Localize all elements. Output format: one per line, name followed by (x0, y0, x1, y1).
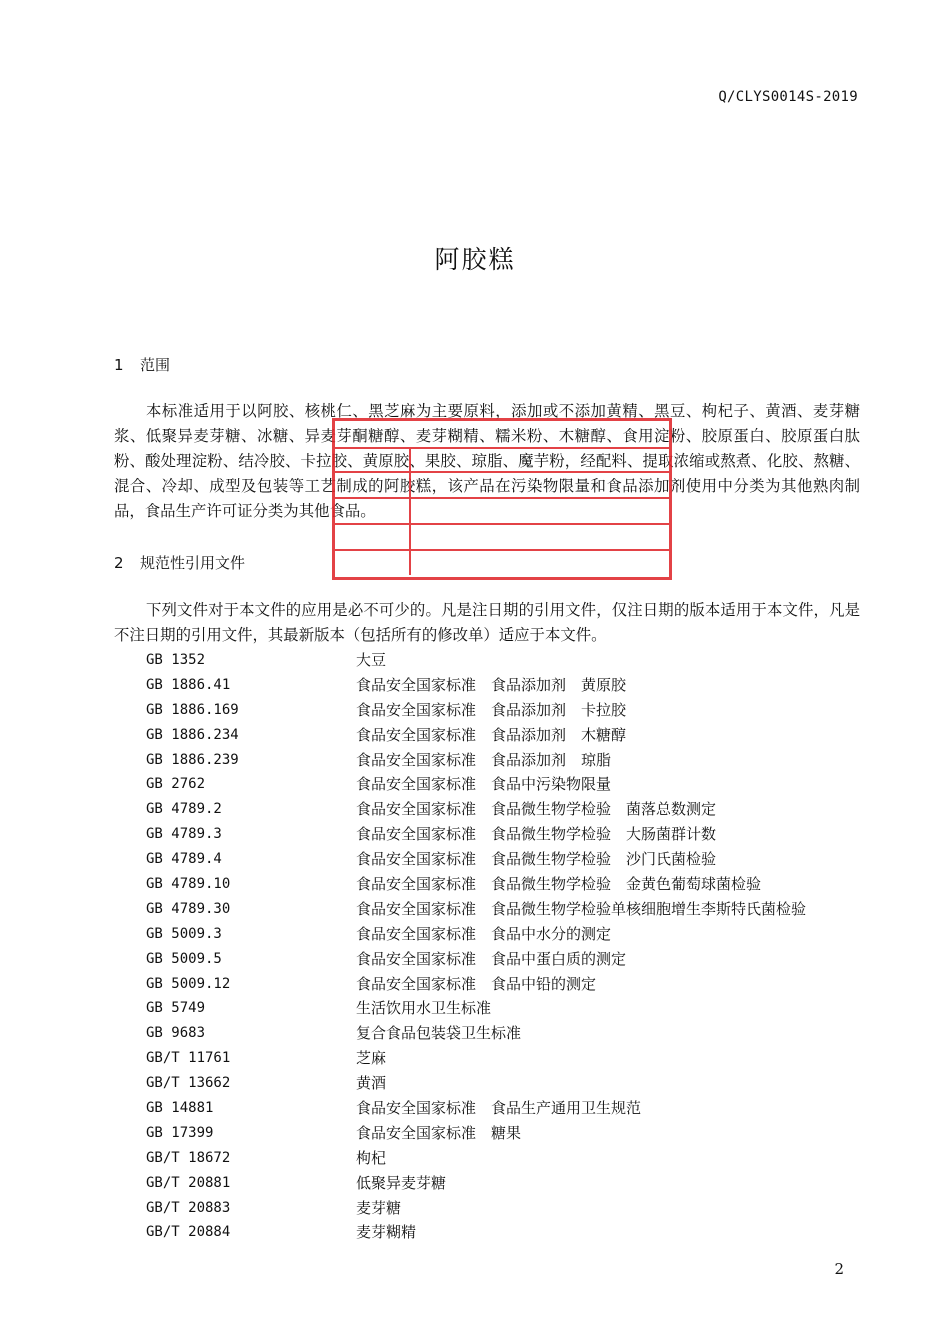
reference-row (146, 922, 866, 947)
reference-title: 食品安全国家标准 食品中铅的测定 (356, 974, 597, 993)
reference-code: GB 4789.2 (146, 801, 222, 818)
reference-code: GB/T 20884 (146, 1224, 231, 1241)
reference-title: 食品安全国家标准 食品微生物学检验 大肠菌群计数 (356, 825, 717, 844)
reference-title: 食品安全国家标准 食品微生物学检验单核细胞增生李斯特氏菌检验 (356, 899, 807, 918)
reference-code: GB 5009.3 (146, 925, 222, 942)
reference-code: GB 1886.41 (146, 676, 231, 693)
reference-row (146, 847, 866, 872)
reference-title: 食品安全国家标准 食品中水分的测定 (356, 924, 612, 943)
reference-title: 低聚异麦芽糖 (356, 1173, 447, 1192)
reference-title: 大豆 (356, 651, 387, 669)
reference-code: GB 5749 (146, 1000, 206, 1017)
reference-row (146, 996, 866, 1021)
reference-row (146, 1046, 866, 1071)
reference-code: GB/T 20883 (146, 1199, 231, 1216)
stamp-row-validity (335, 525, 669, 551)
reference-title: 生活饮用水卫生标准 (356, 999, 492, 1018)
reference-row (146, 748, 866, 773)
reference-title: 麦芽糖 (356, 1198, 402, 1217)
reference-row (146, 723, 866, 748)
reference-code: GB 5009.5 (146, 950, 222, 967)
reference-row (146, 1196, 866, 1221)
reference-row (146, 872, 866, 897)
reference-code: GB 2762 (146, 776, 206, 793)
reference-code: GB 1886.234 (146, 726, 239, 743)
reference-code: GB 1886.169 (146, 701, 239, 718)
reference-code: GB 4789.30 (146, 900, 231, 917)
reference-title: 芝麻 (356, 1049, 387, 1068)
reference-row (146, 1171, 866, 1196)
scope-paragraph: 本标准适用于以阿胶、核桃仁、黑芝麻为主要原料，添加或不添加黄精、黑豆、枸杞子、黄酒、麦芽糖浆、低聚异麦芽糖、冰糖、异麦芽酮糖醇、麦芽糊精、糯米粉、木糖醇、食用淀粉、胶原蛋白、胶原蛋白肽粉、酸处理淀粉、结冷胶、卡拉胶、黄原胶、果胶、琼脂、魔芋粉，经配料、提取浓缩或熬煮、化胶、熬糖、混合、冷却、成型及包装等工艺制成的阿胶糕，该产品在污染物限量和食品添加剂使用中分类为其他熟肉制品，食品生产许可证分类为其他食品。 (114, 402, 860, 520)
reference-title: 食品安全国家标准 糖果 (356, 1123, 522, 1142)
reference-code: GB 9683 (146, 1025, 206, 1042)
section-number: 1 (114, 356, 124, 374)
section-heading-scope (114, 354, 170, 375)
reference-row (146, 972, 866, 997)
reference-row (146, 947, 866, 972)
reference-title: 食品安全国家标准 食品添加剂 琼脂 (356, 750, 612, 769)
document-title: 阿胶糕 (434, 245, 516, 274)
section-number: 2 (114, 554, 124, 572)
reference-title: 食品安全国家标准 食品中污染物限量 (356, 775, 612, 794)
reference-title: 食品安全国家标准 食品中蛋白质的测定 (356, 949, 627, 968)
section-heading-normative-references (114, 552, 245, 573)
reference-code: GB 4789.4 (146, 851, 222, 868)
reference-list (146, 648, 866, 1245)
reference-code: GB 17399 (146, 1124, 214, 1141)
reference-code: GB/T 13662 (146, 1075, 231, 1092)
reference-row (146, 1096, 866, 1121)
stamp-label-cell (335, 525, 411, 549)
reference-code: GB/T 18672 (146, 1149, 231, 1166)
reference-title: 麦芽糊精 (356, 1223, 417, 1242)
reference-code: GB/T 20881 (146, 1174, 231, 1191)
reference-row (146, 673, 866, 698)
reference-row (146, 772, 866, 797)
stamp-label-cell (335, 551, 411, 575)
reference-row (146, 797, 866, 822)
reference-title: 复合食品包装袋卫生标准 (356, 1024, 522, 1043)
reference-row (146, 648, 866, 673)
reference-code: GB 14881 (146, 1100, 214, 1117)
reference-title: 黄酒 (356, 1074, 387, 1093)
reference-title: 食品安全国家标准 食品微生物学检验 菌落总数测定 (356, 800, 717, 819)
reference-title: 食品安全国家标准 食品添加剂 黄原胶 (356, 675, 627, 694)
reference-title: 食品安全国家标准 食品微生物学检验 沙门氏菌检验 (356, 850, 717, 869)
reference-row (146, 1071, 866, 1096)
reference-row (146, 822, 866, 847)
page-number: 2 (834, 1260, 844, 1278)
reference-code: GB 4789.3 (146, 826, 222, 843)
reference-code: GB 1352 (146, 652, 206, 668)
reference-row (146, 897, 866, 922)
reference-row (146, 1146, 866, 1171)
reference-row (146, 1021, 866, 1046)
reference-title: 食品安全国家标准 食品添加剂 木糖醇 (356, 725, 627, 744)
reference-title: 食品安全国家标准 食品微生物学检验 金黄色葡萄球菌检验 (356, 875, 762, 894)
reference-code: GB 1886.239 (146, 751, 239, 768)
reference-title: 枸杞 (356, 1148, 387, 1167)
document-code: Q/CLYS0014S-2019 (718, 89, 858, 105)
references-intro-paragraph: 下列文件对于本文件的应用是必不可少的。凡是注日期的引用文件，仅注日期的版本适用于本文件，凡是不注日期的引用文件，其最新版本（包括所有的修改单）适应于本文件。 (114, 601, 860, 644)
section-title: 范围 (140, 356, 171, 374)
reference-title: 食品安全国家标准 食品生产通用卫生规范 (356, 1099, 642, 1118)
reference-code: GB 4789.10 (146, 876, 231, 893)
stamp-row-authority (335, 551, 669, 575)
reference-code: GB 5009.12 (146, 975, 231, 992)
reference-code: GB/T 11761 (146, 1050, 231, 1067)
section-title: 规范性引用文件 (140, 554, 246, 572)
reference-title: 食品安全国家标准 食品添加剂 卡拉胶 (356, 700, 627, 719)
reference-row (146, 1121, 866, 1146)
reference-row (146, 1220, 866, 1245)
reference-row (146, 698, 866, 723)
